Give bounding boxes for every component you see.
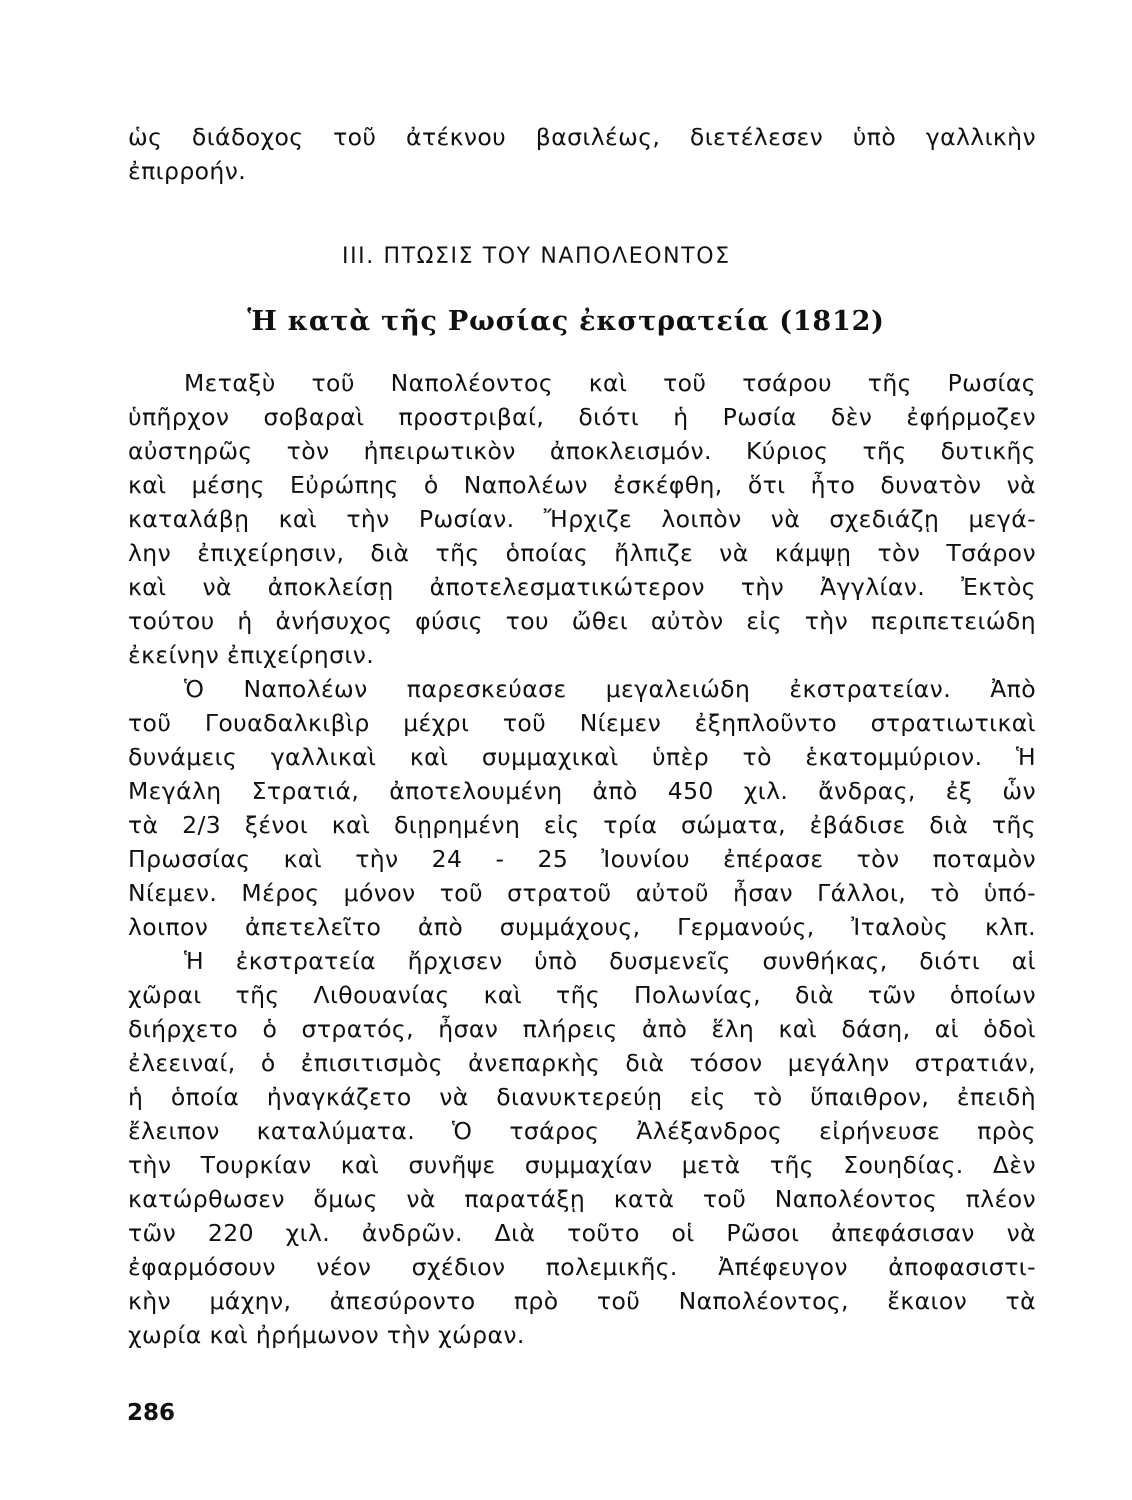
text-line: ἔλειπον καταλύματα. Ὁ τσάρος Ἀλέξανδρος εἰρήνευσε πρὸς [128, 1117, 1036, 1145]
text-line: Μεγάλη Στρατιά, ἀποτελουμένη ἀπὸ 450 χιλ. ἄνδρας, ἐξ ὧν [128, 777, 1036, 805]
text-line: ἐκείνην ἐπιχείρησιν. [128, 641, 375, 669]
text-line: χωρία καὶ ἠρήμωνον τὴν χώραν. [128, 1321, 525, 1349]
text-line: αὐστηρῶς τὸν ἠπειρωτικὸν ἀποκλεισμόν. Κύριος τῆς δυτικῆς [128, 437, 1036, 465]
text-line: Πρωσσίας καὶ τὴν 24 - 25 Ἰουνίου ἐπέρασε τὸν ποταμὸν [128, 845, 1036, 873]
text-line: κὴν μάχην, ἀπεσύροντο πρὸ τοῦ Ναπολέοντος, ἔκαιον τὰ [128, 1287, 1036, 1315]
text-line: ἐπιρροήν. [128, 157, 247, 185]
text-line: τούτου ἡ ἀνήσυχος φύσις του ὤθει αὐτὸν εἰς τὴν περιπετειώδη [128, 607, 1036, 635]
text-line: καὶ μέσης Εὐρώπης ὁ Ναπολέων ἐσκέφθη, ὅτι ἦτο δυνατὸν νὰ [128, 471, 1036, 499]
text-line: δυνάμεις γαλλικαὶ καὶ συμμαχικαὶ ὑπὲρ τὸ ἑκατομμύριον. Ἡ [128, 743, 1036, 771]
text-line: καὶ νὰ ἀποκλείσῃ ἀποτελεσματικώτερον τὴν Ἀγγλίαν. Ἐκτὸς [128, 573, 1036, 601]
section-heading: III. ΠΤΩΣΙΣ ΤΟΥ ΝΑΠΟΛΕΟΝΤΟΣ [342, 244, 731, 269]
text-line: Ὁ Ναπολέων παρεσκεύασε μεγαλειώδη ἐκστρατείαν. Ἀπὸ [184, 675, 1036, 703]
page-number: 286 [127, 1400, 176, 1426]
text-line: τὰ 2/3 ξένοι καὶ διῃρημένη εἰς τρία σώματα, ἐβάδισε διὰ τῆς [128, 811, 1036, 839]
text-line: λην ἐπιχείρησιν, διὰ τῆς ὁποίας ἤλπιζε νὰ κάμψῃ τὸν Τσάρον [128, 539, 1036, 567]
text-line: Ἡ ἐκστρατεία ἤρχισεν ὑπὸ δυσμενεῖς συνθήκας, διότι αἱ [184, 947, 1036, 975]
text-line: ἡ ὁποία ἠναγκάζετο νὰ διανυκτερεύῃ εἰς τὸ ὕπαιθρον, ἐπειδὴ [128, 1083, 1036, 1111]
text-line: ὡς διάδοχος τοῦ ἀτέκνου βασιλέως, διετέλεσεν ὑπὸ γαλλικὴν [128, 123, 1036, 151]
text-line: Νίεμεν. Μέρος μόνον τοῦ στρατοῦ αὐτοῦ ἦσαν Γάλλοι, τὸ ὑπό- [128, 879, 1036, 907]
text-line: τῶν 220 χιλ. ἀνδρῶν. Διὰ τοῦτο οἱ Ρῶσοι ἀπεφάσισαν νὰ [128, 1219, 1036, 1247]
text-line: ἐλεειναί, ὁ ἐπισιτισμὸς ἀνεπαρκὴς διὰ τόσον μεγάλην στρατιάν, [128, 1049, 1036, 1077]
intro-paragraph [128, 120, 1036, 188]
text-line: ἐφαρμόσουν νέον σχέδιον πολεμικῆς. Ἀπέφευγον ἀποφασιστι- [128, 1253, 1036, 1281]
text-line: λοιπον ἀπετελεῖτο ἀπὸ συμμάχους, Γερμανούς, Ἰταλοὺς κλπ. [128, 913, 1036, 941]
text-line: κατώρθωσεν ὅμως νὰ παρατάξῃ κατὰ τοῦ Ναπολέοντος πλέον [128, 1185, 1036, 1213]
body-text [128, 366, 1036, 1352]
chapter-subtitle: Ἡ κατὰ τῆς Ρωσίας ἐκστρατεία (1812) [247, 306, 885, 337]
text-line: Μεταξὺ τοῦ Ναπολέοντος καὶ τοῦ τσάρου τῆς Ρωσίας [184, 369, 1036, 397]
text-line: τὴν Τουρκίαν καὶ συνῆψε συμμαχίαν μετὰ τῆς Σουηδίας. Δὲν [128, 1151, 1036, 1179]
text-line: ὑπῆρχον σοβαραὶ προστριβαί, διότι ἡ Ρωσία δὲν ἐφήρμοζεν [128, 403, 1036, 431]
text-line: διήρχετο ὁ στρατός, ἦσαν πλήρεις ἀπὸ ἕλη καὶ δάση, αἱ ὁδοὶ [128, 1015, 1036, 1043]
text-line: τοῦ Γουαδαλκιβὶρ μέχρι τοῦ Νίεμεν ἐξηπλοῦντο στρατιωτικαὶ [128, 709, 1036, 737]
text-line: καταλάβῃ καὶ τὴν Ρωσίαν. Ἤρχιζε λοιπὸν νὰ σχεδιάζῃ μεγά- [128, 505, 1036, 533]
text-line: χῶραι τῆς Λιθουανίας καὶ τῆς Πολωνίας, διὰ τῶν ὁποίων [128, 981, 1036, 1009]
